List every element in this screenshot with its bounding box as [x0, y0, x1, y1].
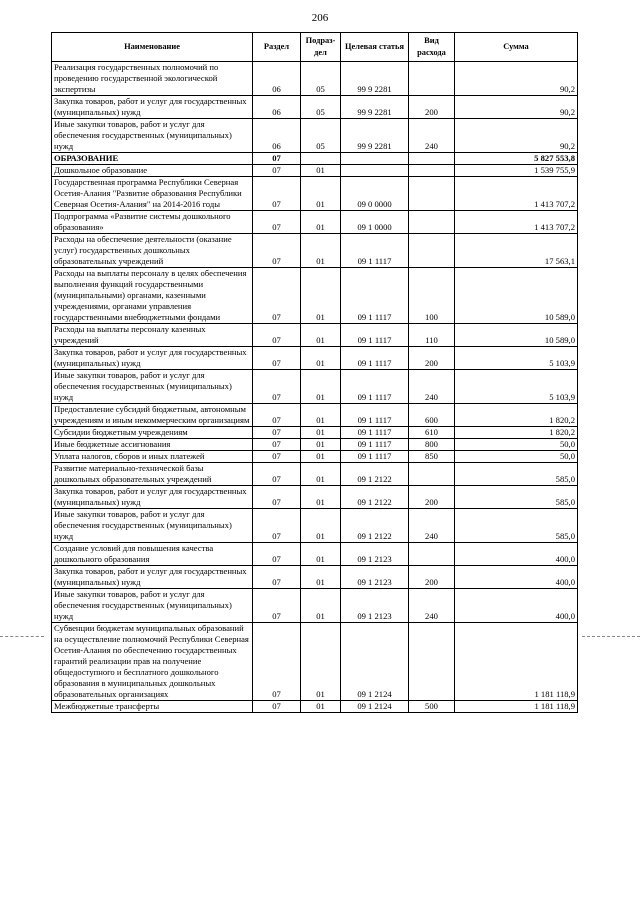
cell-amount: 5 827 553,8	[455, 153, 578, 165]
cell-amount: 10 589,0	[455, 268, 578, 324]
cell-subsection: 01	[301, 589, 341, 623]
cell-target: 09 1 2123	[341, 543, 409, 566]
cell-target: 09 1 1117	[341, 347, 409, 370]
cell-subsection: 01	[301, 543, 341, 566]
cell-amount: 90,2	[455, 96, 578, 119]
cell-target: 09 1 2122	[341, 509, 409, 543]
cell-name: Предоставление субсидий бюджетным, автономным учреждениям и иным некоммерческим организациям	[52, 404, 253, 427]
cell-subsection: 05	[301, 119, 341, 153]
cell-section: 07	[253, 268, 301, 324]
page-number: 206	[311, 12, 329, 24]
cell-amount: 17 563,1	[455, 234, 578, 268]
table-row	[52, 268, 578, 324]
cell-target: 09 0 0000	[341, 177, 409, 211]
cell-type: 200	[409, 486, 455, 509]
cell-type: 800	[409, 439, 455, 451]
table-row	[52, 509, 578, 543]
cell-subsection: 05	[301, 96, 341, 119]
cell-section: 07	[253, 543, 301, 566]
header-type: Вид расхода	[409, 33, 455, 62]
cell-name: Уплата налогов, сборов и иных платежей	[52, 451, 253, 463]
cell-type	[409, 463, 455, 486]
cell-type: 240	[409, 119, 455, 153]
cell-subsection: 05	[301, 62, 341, 96]
cell-subsection: 01	[301, 451, 341, 463]
cell-name: Иные закупки товаров, работ и услуг для обеспечения государственных (муниципальных) нужд	[52, 589, 253, 623]
cell-target: 09 1 1117	[341, 370, 409, 404]
cell-type: 200	[409, 347, 455, 370]
cell-section: 07	[253, 347, 301, 370]
cell-name: Иные закупки товаров, работ и услуг для обеспечения государственных (муниципальных) нужд	[52, 370, 253, 404]
table-row	[52, 347, 578, 370]
cell-amount: 1 181 118,9	[455, 701, 578, 713]
cell-amount: 10 589,0	[455, 324, 578, 347]
cell-subsection: 01	[301, 324, 341, 347]
cell-name: Дошкольное образование	[52, 165, 253, 177]
cell-name: Субвенции бюджетам муниципальных образований на осуществление полномочий Республики Северная Осетия-Алания по обеспечению государственных гарантий реализации прав на получение общедоступного и бесплатного дошкольного образования в муниципальных дошкольных образовательных организациях	[52, 623, 253, 701]
cell-type: 100	[409, 268, 455, 324]
cell-name: Расходы на обеспечение деятельности (оказание услуг) государственных дошкольных образовательных учреждений	[52, 234, 253, 268]
table-header	[52, 33, 578, 62]
cell-section: 07	[253, 509, 301, 543]
cell-target: 09 1 2122	[341, 463, 409, 486]
budget-table	[51, 32, 578, 713]
cell-section: 07	[253, 153, 301, 165]
cell-name: Реализация государственных полномочий по проведению государственной экологической экспертизы	[52, 62, 253, 96]
cell-name: Закупка товаров, работ и услуг для государственных (муниципальных) нужд	[52, 96, 253, 119]
cell-name: Расходы на выплаты персоналу в целях обеспечения выполнения функций государственными (муниципальными) органами, казенными учреждениями, органами управления государственными внебюджетными фондами	[52, 268, 253, 324]
cell-section: 06	[253, 96, 301, 119]
cell-target: 09 1 1117	[341, 404, 409, 427]
table-row	[52, 370, 578, 404]
cell-type	[409, 543, 455, 566]
cell-section: 07	[253, 451, 301, 463]
cell-name: Государственная программа Республики Северная Осетия-Алания "Развитие образования Республики Северная Осетия-Алания" на 2014-2016 годы	[52, 177, 253, 211]
cell-target: 09 1 2123	[341, 566, 409, 589]
cell-subsection: 01	[301, 701, 341, 713]
cell-section: 07	[253, 439, 301, 451]
cell-subsection: 01	[301, 566, 341, 589]
cell-section: 07	[253, 177, 301, 211]
cell-subsection: 01	[301, 370, 341, 404]
cell-target: 09 1 1117	[341, 451, 409, 463]
cell-type: 110	[409, 324, 455, 347]
cell-subsection: 01	[301, 427, 341, 439]
cell-type	[409, 62, 455, 96]
cell-amount: 1 820,2	[455, 404, 578, 427]
cell-name: Развитие материально-технической базы дошкольных образовательных учреждений	[52, 463, 253, 486]
cell-amount: 5 103,9	[455, 347, 578, 370]
cell-name: Закупка товаров, работ и услуг для государственных (муниципальных) нужд	[52, 347, 253, 370]
cell-target: 09 1 1117	[341, 439, 409, 451]
cell-name: Иные закупки товаров, работ и услуг для обеспечения государственных (муниципальных) нужд	[52, 509, 253, 543]
cell-amount: 585,0	[455, 486, 578, 509]
table-row	[52, 566, 578, 589]
table-row	[52, 486, 578, 509]
cell-type: 200	[409, 96, 455, 119]
cell-section: 06	[253, 62, 301, 96]
cell-amount: 50,0	[455, 439, 578, 451]
cell-amount: 1 413 707,2	[455, 177, 578, 211]
cell-section: 07	[253, 623, 301, 701]
cell-subsection: 01	[301, 177, 341, 211]
cell-name: Иные бюджетные ассигнования	[52, 439, 253, 451]
cell-target: 09 1 1117	[341, 427, 409, 439]
cell-section: 07	[253, 165, 301, 177]
header-target: Целевая статья	[341, 33, 409, 62]
table-row	[52, 96, 578, 119]
cell-target: 99 9 2281	[341, 119, 409, 153]
cell-subsection: 01	[301, 234, 341, 268]
cell-subsection: 01	[301, 623, 341, 701]
cell-subsection: 01	[301, 509, 341, 543]
cell-section: 06	[253, 119, 301, 153]
cell-type: 850	[409, 451, 455, 463]
table-row	[52, 439, 578, 451]
cell-type: 500	[409, 701, 455, 713]
cell-amount: 1 539 755,9	[455, 165, 578, 177]
cell-type	[409, 165, 455, 177]
cell-section: 07	[253, 486, 301, 509]
cell-amount: 1 413 707,2	[455, 211, 578, 234]
cell-target: 09 1 0000	[341, 211, 409, 234]
scan-crop-line-right	[582, 636, 640, 637]
cell-type: 200	[409, 566, 455, 589]
cell-section: 07	[253, 324, 301, 347]
cell-type	[409, 211, 455, 234]
cell-name: Закупка товаров, работ и услуг для государственных (муниципальных) нужд	[52, 486, 253, 509]
table-row	[52, 153, 578, 165]
cell-target: 09 1 1117	[341, 324, 409, 347]
cell-amount: 5 103,9	[455, 370, 578, 404]
table-row	[52, 427, 578, 439]
cell-target: 09 1 1117	[341, 268, 409, 324]
cell-amount: 90,2	[455, 62, 578, 96]
cell-subsection: 01	[301, 165, 341, 177]
cell-name: Субсидии бюджетным учреждениям	[52, 427, 253, 439]
table-row	[52, 589, 578, 623]
cell-type: 240	[409, 589, 455, 623]
table-row	[52, 165, 578, 177]
cell-section: 07	[253, 589, 301, 623]
cell-section: 07	[253, 463, 301, 486]
cell-type: 240	[409, 509, 455, 543]
cell-target	[341, 153, 409, 165]
table-row	[52, 62, 578, 96]
cell-amount: 90,2	[455, 119, 578, 153]
cell-type: 600	[409, 404, 455, 427]
cell-type: 240	[409, 370, 455, 404]
cell-subsection: 01	[301, 347, 341, 370]
table-row	[52, 234, 578, 268]
cell-section: 07	[253, 211, 301, 234]
cell-amount: 50,0	[455, 451, 578, 463]
cell-target: 09 1 1117	[341, 234, 409, 268]
cell-name: Расходы на выплаты персоналу казенных учреждений	[52, 324, 253, 347]
cell-amount: 400,0	[455, 589, 578, 623]
cell-type	[409, 153, 455, 165]
cell-section: 07	[253, 234, 301, 268]
table-body	[52, 62, 578, 713]
cell-subsection: 01	[301, 211, 341, 234]
cell-subsection: 01	[301, 404, 341, 427]
cell-subsection: 01	[301, 439, 341, 451]
cell-target: 09 1 2124	[341, 701, 409, 713]
cell-section: 07	[253, 701, 301, 713]
cell-type	[409, 234, 455, 268]
cell-target: 09 1 2124	[341, 623, 409, 701]
cell-subsection: 01	[301, 463, 341, 486]
cell-section: 07	[253, 404, 301, 427]
table-row	[52, 701, 578, 713]
cell-target	[341, 165, 409, 177]
cell-target: 99 9 2281	[341, 96, 409, 119]
cell-section: 07	[253, 566, 301, 589]
cell-subsection: 01	[301, 268, 341, 324]
cell-amount: 400,0	[455, 566, 578, 589]
header-amount: Сумма	[455, 33, 578, 62]
table-row	[52, 119, 578, 153]
table-row	[52, 177, 578, 211]
cell-subsection	[301, 153, 341, 165]
table-row	[52, 211, 578, 234]
cell-name: Создание условий для повышения качества дошкольного образования	[52, 543, 253, 566]
cell-name: Межбюджетные трансферты	[52, 701, 253, 713]
table-row	[52, 623, 578, 701]
cell-target: 09 1 2122	[341, 486, 409, 509]
cell-name: Подпрограмма «Развитие системы дошкольного образования»	[52, 211, 253, 234]
header-section: Раздел	[253, 33, 301, 62]
table-row	[52, 463, 578, 486]
cell-amount: 1 181 118,9	[455, 623, 578, 701]
cell-name: Закупка товаров, работ и услуг для государственных (муниципальных) нужд	[52, 566, 253, 589]
scan-crop-line-left	[0, 636, 44, 637]
cell-type	[409, 177, 455, 211]
cell-amount: 400,0	[455, 543, 578, 566]
cell-target: 99 9 2281	[341, 62, 409, 96]
cell-amount: 1 820,2	[455, 427, 578, 439]
cell-amount: 585,0	[455, 463, 578, 486]
cell-name: ОБРАЗОВАНИЕ	[52, 153, 253, 165]
header-subsection: Подраз-дел	[301, 33, 341, 62]
table-row	[52, 324, 578, 347]
cell-section: 07	[253, 370, 301, 404]
table-row	[52, 451, 578, 463]
cell-type	[409, 623, 455, 701]
table-row	[52, 404, 578, 427]
cell-type: 610	[409, 427, 455, 439]
header-name: Наименование	[52, 33, 253, 62]
cell-name: Иные закупки товаров, работ и услуг для обеспечения государственных (муниципальных) нужд	[52, 119, 253, 153]
cell-section: 07	[253, 427, 301, 439]
cell-amount: 585,0	[455, 509, 578, 543]
table-row	[52, 543, 578, 566]
cell-target: 09 1 2123	[341, 589, 409, 623]
cell-subsection: 01	[301, 486, 341, 509]
